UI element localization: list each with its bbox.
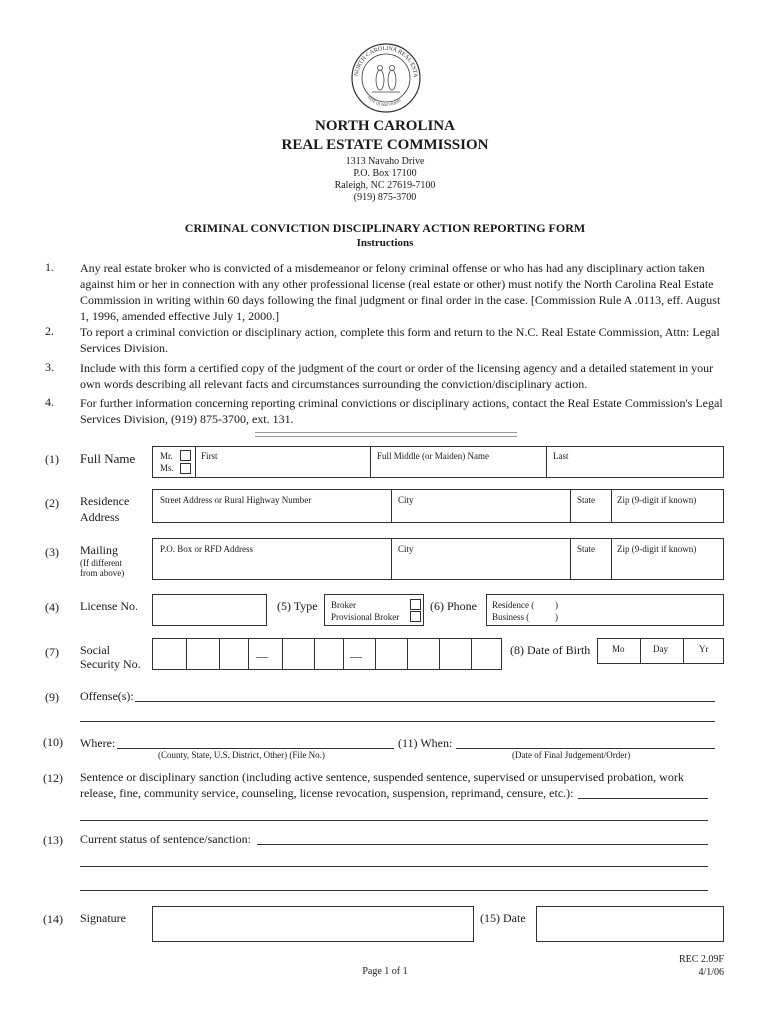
ssn-input[interactable] [154, 640, 500, 668]
date-label: (15) Date [480, 911, 526, 925]
form-subtitle: Instructions [356, 237, 414, 249]
instruction-number: 4. [45, 395, 54, 409]
header-address1: 1313 Navaho Drive [345, 156, 425, 167]
residence-city-input[interactable] [398, 507, 564, 521]
offense-input[interactable] [137, 688, 713, 701]
residence-phone-paren: ) [555, 600, 558, 610]
middle-name-input[interactable] [377, 463, 541, 476]
ssn-dash: __ [256, 645, 268, 659]
mailing-note: (If different [80, 558, 123, 568]
header-address3: Raleigh, NC 27619-7100 [334, 180, 436, 191]
ssn-dash: __ [350, 645, 362, 659]
last-name-input[interactable] [553, 463, 717, 476]
field-number: (12) [43, 771, 63, 785]
field-number: (13) [43, 833, 63, 847]
revision-code: REC 2.09F [678, 954, 724, 965]
mailing-zip-input[interactable] [617, 558, 719, 576]
field-number: (7) [45, 645, 59, 659]
broker-label: Broker [331, 600, 356, 610]
phone-label: (6) Phone [430, 599, 477, 613]
status-label: Current status of sentence/sanction: [80, 832, 251, 846]
ssn-label-2: Security No. [80, 657, 141, 671]
residence-zip-label: Zip (9-digit if known) [617, 495, 697, 505]
residence-phone-input[interactable] [563, 599, 719, 610]
field-number: (10) [43, 735, 63, 749]
where-label: Where: [80, 736, 116, 750]
mailing-note-2: from above) [80, 568, 125, 578]
field-number: (1) [45, 452, 59, 466]
svg-text:NORTH CAROLINA REAL ESTATE COM [350, 42, 418, 78]
status-input-2[interactable] [82, 853, 706, 866]
seal-text-top: NORTH CAROLINA REAL ESTA [354, 45, 419, 78]
header-phone: (919) 875-3700 [353, 192, 417, 203]
residence-phone-label: Residence ( [492, 600, 535, 610]
business-phone-label: Business ( [492, 612, 530, 622]
dob-label: (8) Date of Birth [510, 643, 591, 657]
sentence-label: Sentence or disciplinary sanction (including active sentence, suspended sentence, supervised or unsupervised probation, work [80, 770, 684, 784]
license-label: License No. [80, 599, 138, 613]
instruction-number: 1. [45, 260, 54, 274]
instruction-number: 2. [45, 324, 54, 338]
instruction-text: To report a criminal conviction or disciplinary action, complete this form and return to the N.C. Real Estate Commission, Attn: Legal Services Division. [80, 325, 720, 355]
street-address-label: Street Address or Rural Highway Number [160, 495, 312, 505]
instruction-number: 3. [45, 360, 54, 374]
first-name-input[interactable] [201, 463, 365, 476]
field-number: (4) [45, 600, 59, 614]
signature-box[interactable] [152, 906, 474, 942]
header-line1: NORTH CAROLINA [315, 118, 455, 134]
residence-label: Residence [80, 494, 130, 508]
mailing-state-input[interactable] [577, 558, 607, 576]
ms-label: Ms. [160, 463, 174, 473]
sentence-label-2: release, fine, community service, counseling, license revocation, suspension, reprimand, censure, etc.): [80, 786, 574, 800]
offense-label: Offense(s): [80, 689, 134, 703]
header-line2: REAL ESTATE COMMISSION [281, 137, 489, 153]
instruction-text: For further information concerning reporting criminal convictions or disciplinary actions, contact the Real Estate Commission's Legal Services Division, (919) 875-3700, ext. 131. [80, 396, 723, 426]
when-hint: (Date of Final Judgement/Order) [512, 750, 631, 760]
street-address-input[interactable] [160, 507, 386, 521]
where-input[interactable] [119, 735, 392, 748]
business-phone-input[interactable] [563, 611, 719, 622]
header-address2: P.O. Box 17100 [353, 168, 417, 179]
signature-label: Signature [80, 911, 126, 925]
offense-input-2[interactable] [82, 708, 713, 721]
mailing-city-input[interactable] [398, 558, 564, 576]
instruction-text: Include with this form a certified copy of the judgment of the court or order of the licensing agency and a detailed statement in your own words describing all relevant facts and circumstances surrounding the conviction/disciplinary action. [80, 361, 714, 391]
residence-state-input[interactable] [577, 507, 607, 521]
dob-month-label: Mo [612, 644, 625, 654]
when-label: (11) When: [398, 736, 453, 750]
seal-text-bottom: ESSE QUAM VIDERI [366, 94, 402, 108]
status-input-3[interactable] [82, 877, 706, 890]
field-number: (14) [43, 912, 63, 926]
dob-year-label: Yr [699, 644, 709, 654]
mailing-city-label: City [398, 544, 414, 554]
residence-state-label: State [577, 495, 595, 505]
ssn-label: Social [80, 643, 110, 657]
svg-text:ESSE QUAM VIDERI [367, 95, 402, 107]
status-input[interactable] [259, 831, 706, 844]
ms-checkbox[interactable] [180, 463, 191, 474]
last-name-label: Last [553, 451, 569, 461]
business-phone-paren: ) [555, 612, 558, 622]
po-box-label: P.O. Box or RFD Address [160, 544, 254, 554]
broker-checkbox[interactable] [410, 599, 421, 610]
commission-seal [350, 42, 422, 114]
mr-label: Mr. [160, 451, 173, 461]
middle-name-label: Full Middle (or Maiden) Name [377, 451, 489, 461]
mr-checkbox[interactable] [180, 450, 191, 461]
residence-city-label: City [398, 495, 414, 505]
date-input[interactable] [536, 906, 724, 942]
residence-label-2: Address [80, 510, 120, 524]
field-number: (9) [45, 690, 59, 704]
license-number-input[interactable] [152, 594, 267, 626]
revision-date: 4/1/06 [698, 967, 724, 978]
mailing-label: Mailing [80, 543, 118, 557]
instruction-text: Any real estate broker who is convicted of a misdemeanor or felony criminal offense or who has had any disciplinary action taken against him or her in connection with any other professional license (real estate or other) must notify the North Carolina Real Estate Commission in writing within 60 days following the final judgment or final order in the case. [Commission Rule A .0113, eff. August 1, 1996, amended effective July 1, 2000.] [80, 261, 721, 323]
provisional-broker-checkbox[interactable] [410, 611, 421, 622]
provisional-broker-label: Provisional Broker [331, 612, 400, 622]
dob-day-label: Day [653, 644, 668, 654]
residence-zip-input[interactable] [617, 507, 719, 521]
when-input[interactable] [458, 735, 713, 748]
mailing-zip-label: Zip (9-digit if known) [617, 544, 697, 554]
form-title: CRIMINAL CONVICTION DISCIPLINARY ACTION REPORTING FORM [184, 221, 586, 235]
full-name-label: Full Name [80, 451, 136, 466]
section-divider [255, 432, 517, 437]
first-name-label: First [201, 451, 218, 461]
po-box-input[interactable] [160, 558, 386, 576]
field-number: (2) [45, 496, 59, 510]
sentence-input[interactable] [580, 785, 706, 798]
mailing-state-label: State [577, 544, 595, 554]
type-label: (5) Type [277, 599, 318, 613]
field-number: (3) [45, 545, 59, 559]
seal-icon [350, 42, 422, 114]
sentence-input-2[interactable] [82, 807, 706, 820]
page-number: Page 1 of 1 [362, 966, 408, 977]
where-hint: (County, State, U.S. District, Other) (File No.) [158, 750, 325, 760]
